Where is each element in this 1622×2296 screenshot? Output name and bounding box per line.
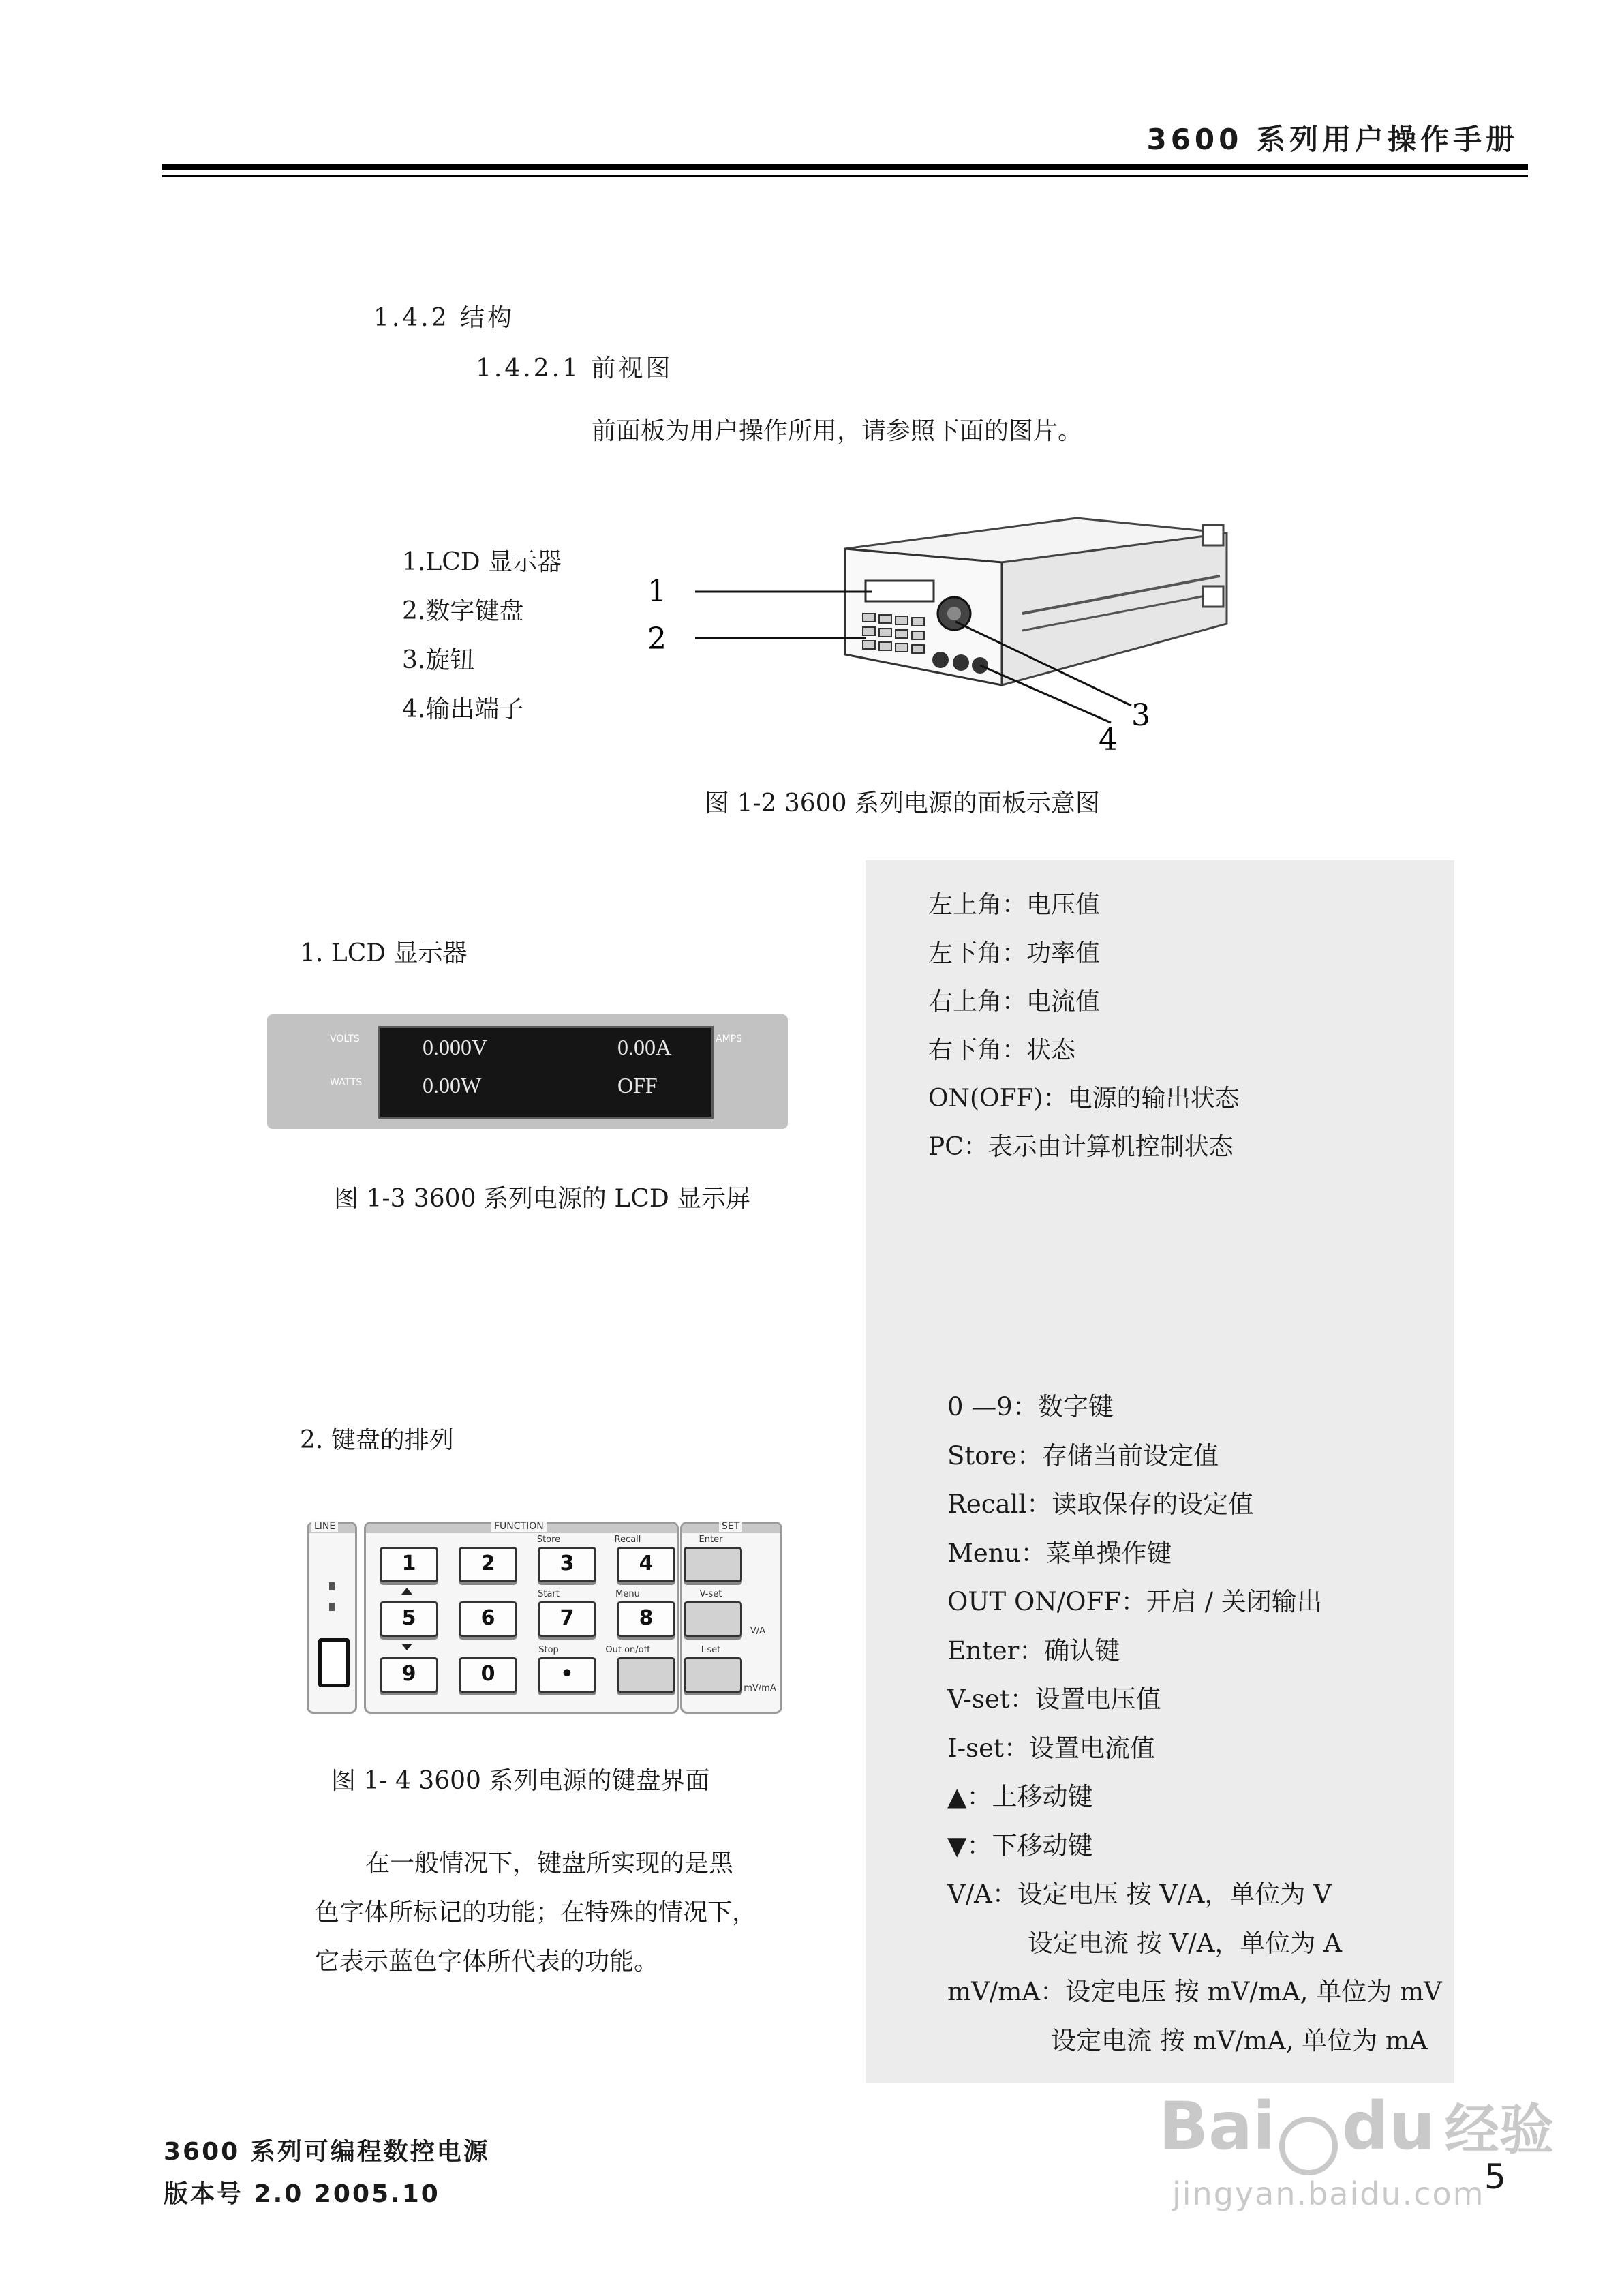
watermark-brand-2: du [1341, 2088, 1435, 2164]
key-dot[interactable]: • [538, 1657, 596, 1693]
vset-key[interactable] [684, 1601, 742, 1637]
label-stop: Stop [538, 1645, 559, 1655]
callout-4: 4 [1099, 723, 1118, 757]
lcd-power: 0.00W [423, 1073, 482, 1098]
key-1[interactable]: 1 [380, 1547, 438, 1582]
key-6[interactable]: 6 [459, 1601, 517, 1637]
subsection-heading: 1.4.2.1 前视图 [476, 354, 673, 382]
page-number: 5 [1484, 2157, 1506, 2196]
keypad-paragraph [315, 1839, 756, 1987]
header-rule-thin [162, 175, 1528, 177]
paragraph-line: 在一般情况下，键盘所实现的是黑 [365, 1849, 734, 1877]
set-group [680, 1522, 782, 1714]
item-keypad: 2.数字键盘 [402, 597, 524, 625]
set-label: SET [719, 1521, 742, 1532]
lcd-status: OFF [617, 1073, 658, 1098]
lcd-label-watts: WATTS [330, 1077, 363, 1088]
keypad-note: Menu：菜单操作键 [947, 1538, 1172, 1568]
item-knob: 3.旋钮 [402, 646, 475, 674]
label-start: Start [538, 1589, 560, 1599]
iset-key[interactable] [684, 1657, 742, 1693]
keypad-note: ▲：上移动键 [947, 1782, 1093, 1811]
lcd-voltage: 0.000V [423, 1035, 488, 1059]
key-2[interactable]: 2 [459, 1547, 517, 1582]
lcd-current: 0.00A [617, 1035, 672, 1059]
footer-version: 版本号 2.0 2005.10 [164, 2180, 440, 2208]
keypad-note: 0 —9：数字键 [947, 1392, 1114, 1421]
up-arrow-icon [401, 1588, 412, 1595]
keypad-note: 设定电流 按 mV/mA, 单位为 mA [1051, 2025, 1428, 2055]
keypad-caption: 图 1- 4 3600 系列电源的键盘界面 [331, 1767, 710, 1795]
header-rule-thick [162, 164, 1528, 170]
keypad-note: ▼：下移动键 [947, 1830, 1093, 1860]
out-onoff-key[interactable] [617, 1657, 675, 1693]
key-8[interactable]: 8 [617, 1601, 675, 1637]
lcd-note: 左上角：电压值 [928, 891, 1101, 919]
key-7[interactable]: 7 [538, 1601, 596, 1637]
key-9[interactable]: 9 [380, 1657, 438, 1693]
watermark-url: jingyan.baidu.com [1172, 2175, 1485, 2212]
keypad-note: Recall：读取保存的设定值 [947, 1490, 1254, 1519]
keypad-note: Store：存储当前设定值 [947, 1440, 1219, 1470]
down-arrow-icon [401, 1644, 412, 1650]
function-label: FUNCTION [491, 1521, 547, 1532]
paragraph-line: 它表示蓝色字体所代表的功能。 [315, 1948, 659, 1976]
label-mvma: mV/mA [744, 1683, 776, 1693]
keypad-note: V/A：设定电压 按 V/A，单位为 V [947, 1879, 1332, 1909]
callout-1: 1 [647, 574, 667, 609]
keypad-note: 设定电流 按 V/A，单位为 A [1028, 1928, 1342, 1958]
label-store: Store [536, 1535, 561, 1545]
lcd-heading: 1. LCD 显示器 [300, 939, 468, 967]
front-panel-illustration [641, 477, 1254, 764]
keypad-heading: 2. 键盘的排列 [300, 1426, 454, 1454]
lcd-note: 右下角：状态 [928, 1036, 1076, 1064]
keypad-note: mV/mA：设定电压 按 mV/mA, 单位为 mV [947, 1977, 1442, 2006]
paragraph-line: 色字体所标记的功能；在特殊的情况下， [315, 1899, 757, 1927]
lcd-label-volts: VOLTS [330, 1033, 360, 1044]
function-group [364, 1522, 679, 1714]
line-label: LINE [311, 1521, 338, 1532]
label-vset: V-set [699, 1589, 722, 1599]
line-group [307, 1522, 357, 1714]
keypad-note: I-set：设置电流值 [947, 1733, 1155, 1763]
watermark-brand: Bai [1159, 2088, 1275, 2164]
lcd-note: 左下角：功率值 [928, 939, 1101, 967]
lcd-note: 右上角：电流值 [928, 988, 1101, 1016]
keypad-note: Enter：确认键 [947, 1635, 1120, 1665]
key-5[interactable]: 5 [380, 1601, 438, 1637]
item-terminals: 4.输出端子 [402, 695, 524, 723]
section-heading: 1.4.2 结构 [373, 304, 515, 332]
keypad-illustration [307, 1522, 780, 1714]
lcd-label-amps: AMPS [716, 1033, 742, 1044]
label-recall: Recall [614, 1535, 641, 1545]
lcd-notes [928, 881, 1240, 1171]
key-0[interactable]: 0 [459, 1657, 517, 1693]
keypad-note: OUT ON/OFF：开启 / 关闭输出 [947, 1587, 1322, 1616]
paw-icon [1279, 2117, 1338, 2175]
key-3[interactable]: 3 [538, 1547, 596, 1582]
label-menu: Menu [615, 1589, 640, 1599]
power-switch [318, 1638, 350, 1687]
header-title: 3600 系列用户操作手册 [1146, 123, 1518, 156]
lcd-note: ON(OFF)：电源的输出状态 [928, 1085, 1240, 1113]
label-va: V/A [750, 1626, 766, 1636]
footer-product: 3600 系列可编程数控电源 [164, 2138, 490, 2166]
front-panel-caption: 图 1-2 3600 系列电源的面板示意图 [705, 789, 1100, 817]
callout-3: 3 [1131, 698, 1150, 733]
lcd-note: PC：表示由计算机控制状态 [928, 1133, 1234, 1161]
enter-key[interactable] [684, 1547, 742, 1582]
item-lcd: 1.LCD 显示器 [402, 548, 562, 576]
keypad-note: V-set：设置电压值 [947, 1685, 1161, 1714]
watermark-brand-cn: 经验 [1444, 2098, 1554, 2162]
intro-text: 前面板为用户操作所用，请参照下面的图片。 [592, 417, 1083, 445]
label-iset: I-set [701, 1645, 721, 1655]
lcd-caption: 图 1-3 3600 系列电源的 LCD 显示屏 [334, 1185, 751, 1213]
label-out: Out on/off [605, 1645, 650, 1655]
label-enter: Enter [699, 1535, 723, 1545]
keypad-notes [947, 1383, 1442, 2065]
callout-2: 2 [647, 622, 667, 656]
key-4[interactable]: 4 [617, 1547, 675, 1582]
